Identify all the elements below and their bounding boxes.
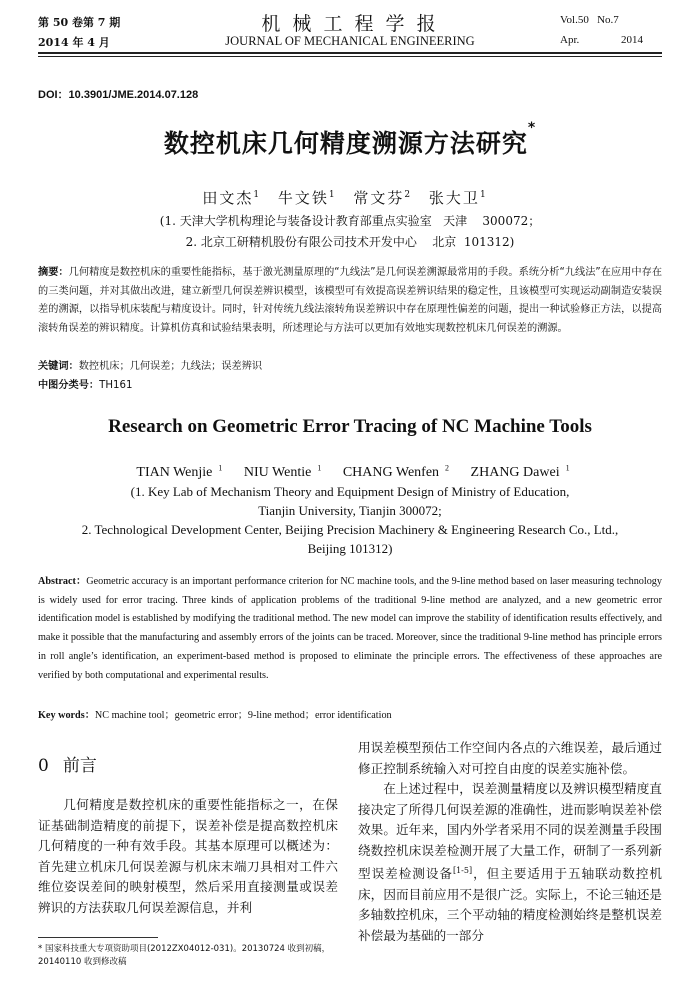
affiliation-cn-2: 2. 北京工研精机股份有限公司技术开发中心 北京 101312) (185, 235, 515, 249)
journal-title-en: JOURNAL OF MECHANICAL ENGINEERING (225, 34, 475, 48)
author-en (238, 465, 321, 480)
author-name: 常文芬 (353, 189, 405, 207)
abstract-en (38, 573, 662, 685)
author-affiliation-mark: 1 (328, 190, 335, 200)
author-name: 张大卫 (428, 189, 480, 207)
abstract-label-cn: 摘要： (38, 267, 69, 278)
clc-label: 中图分类号： (38, 380, 100, 391)
author-en (465, 465, 570, 480)
body-text: 在上述过程中，误差测量精度以及辨识模型精度直接决定了所得几何误差源的准确性，进而影响误差补偿效果。近年来，国内外学者采用不同的误差测量手段围绕数控机床误差检测开展了大量工作，研制了一系列新型误差检测设备 (358, 781, 662, 882)
keywords-cn (38, 357, 262, 372)
section-heading (38, 751, 111, 776)
author-affiliation-mark-en: 1 (218, 463, 223, 472)
section-number: 0 (38, 756, 49, 776)
author-name: 牛文铁 (277, 189, 329, 207)
author-affiliation-mark: 2 (404, 190, 411, 200)
author-name-en: CHANG Wenfen (342, 464, 440, 480)
header-rule (38, 52, 662, 54)
title-footnote-mark: * (527, 120, 537, 136)
abstract-cn (38, 264, 662, 338)
journal-title-cn: 机 械 工 程 学 报 (261, 13, 439, 35)
affiliation-en-1: (1. Key Lab of Mechanism Theory and Equipment Design of Ministry of Education, (130, 484, 570, 499)
keywords-label-cn: 关键词： (38, 361, 79, 372)
author-affiliation-mark: 1 (479, 190, 486, 200)
author-name-en: TIAN Wenjie (136, 464, 213, 480)
year-en: 2014 (621, 34, 643, 46)
keywords-en (38, 706, 392, 721)
doi: DOI：10.3901/JME.2014.07.128 (38, 89, 199, 101)
author-en (130, 465, 222, 480)
body-paragraph: 几何精度是数控机床的重要性能指标之一，在保证基础制造精度的前提下，误差补偿是提高数控机床几何精度的一种有效手段。其基本原理可以概述为：首先建立机床几何误差源与机床末端刀具相对工件六维位姿误差间的映射模型，然后采用直接测量或误差辨识的方法获取几何误差源信息，并利 (38, 797, 338, 915)
author-name: 田文杰 (202, 189, 254, 207)
citation-ref: [1-5] (452, 866, 473, 875)
keywords-text-en: NC machine tool；geometric error；9-line method；error identification (94, 710, 392, 721)
clc-value: TH161 (99, 380, 133, 391)
section-title: 前言 (62, 756, 97, 776)
affiliation-en-4: Beijing 101312) (307, 541, 393, 556)
affiliation-en-2: Tianjin University, Tianjin 300072; (258, 503, 442, 518)
author-affiliation-mark-en: 1 (565, 463, 570, 472)
authors-cn (0, 187, 700, 208)
author-name-en: ZHANG Dawei (470, 464, 560, 480)
authors-en (0, 463, 700, 481)
abstract-text-en: Geometric accuracy is an important performance criterion for NC machine tools, and the 9-line method based on laser measuring technology is widely used for error tracing. Three kinds of application problems of the traditional 9-line method are analyzed, and a new geometric error identification model is established by modifying the traditional method. The new model can improve the stability of identification results effectively, and make it possible that the manufacturing and assembly errors of the joints can be traced. Moreover, since the traditional 9-line method has principle errors in roll angle’s identification, an experiment-based method is proposed to eliminate the principle errors. The effectiveness of these approaches are verified by both computational and experimental results. (38, 576, 662, 681)
date-cn: 2014 年 4 月 (38, 36, 110, 49)
body-text: ，但主要适用于五轴联动数控机床，因而目前应用不是很广泛。实际上，不论三轴还是多轴数控机床，三个平动轴的精度检测始终是整机误差补偿最为基础的一部分 (358, 866, 663, 943)
keywords-text-cn: 数控机床；几何误差；九线法；误差辨识 (78, 361, 263, 372)
affiliation-en-3: 2. Technological Development Center, Beijing Precision Machinery & Engineering Research Co., Ltd., (81, 522, 619, 537)
funding-footnote: * 国家科技重大专项资助项目(2012ZX04012-031)。20130724 收到初稿，20140110 收到修改稿 (38, 944, 331, 967)
body-paragraph: 用误差模型预估工作空间内各点的六维误差，最后通过修正控制系统输入对可控自由度的误差实施补偿。 (358, 740, 662, 776)
abstract-text-cn: 几何精度是数控机床的重要性能指标，基于激光测量原理的“九线法”是几何误差溯源最常用的手段。系统分析“九线法”在应用中存在的三类问题，并对其做出改进，建立新型几何误差辨识模型，该模型可有效提高误差辨识结果的稳定性，且该模型可实现运动副制造安装误差的溯源，以指导机床装配与精度设计。同时，针对传统九线法滚转角误差辨识中存在原理性偏差的问题，提出一种试验修正方法，以提高滚转角误差的辨识精度。计算机仿真和试验结果表明，所述理论与方法可以更加有效地实现数控机床几何误差的溯源。 (38, 267, 663, 334)
volume-issue-cn: 第 50 卷第 7 期 (38, 16, 121, 29)
author-name-en: NIU Wentie (243, 464, 312, 480)
paper-title-en: Research on Geometric Error Tracing of NC Machine Tools (108, 416, 592, 437)
month-en: Apr. (560, 34, 580, 46)
body-paragraph (358, 779, 662, 946)
clc-number (38, 376, 132, 391)
abstract-label-en: Abstract： (38, 576, 87, 587)
affiliation-cn-1: (1. 天津大学机构理论与装备设计教育部重点实验室 天津 300072； (159, 214, 541, 228)
author-affiliation-mark-en: 2 (445, 463, 450, 472)
author-affiliation-mark-en: 1 (317, 463, 322, 472)
header-rule-thin (38, 56, 662, 57)
author-affiliation-mark: 1 (253, 190, 260, 200)
author-en (337, 465, 449, 480)
left-column (38, 795, 338, 918)
volume-issue-en: Vol.50 No.7 (560, 14, 619, 26)
footnote-rule (38, 937, 158, 938)
title-text: 数控机床几何精度溯源方法研究 (163, 129, 528, 158)
paper-title-cn (0, 120, 700, 160)
keywords-label-en: Key words： (38, 710, 95, 721)
right-column (358, 738, 662, 946)
